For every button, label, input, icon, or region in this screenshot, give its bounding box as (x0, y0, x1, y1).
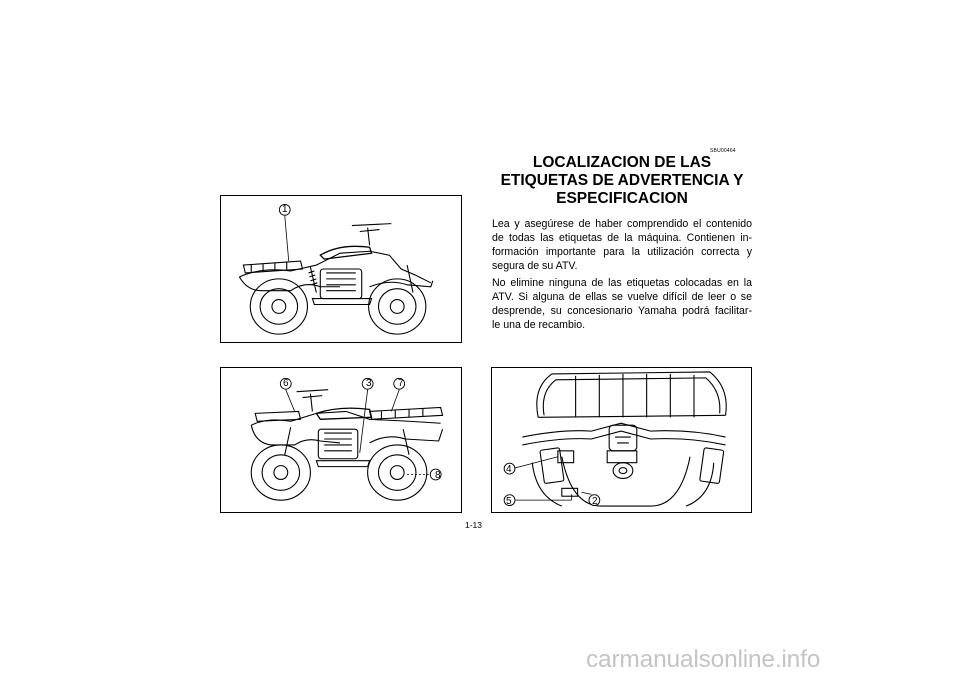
callout-5: 5 (506, 496, 512, 507)
body-text (492, 217, 752, 335)
text-line: Lea y asegúrese de haber comprendido el contenido (492, 218, 752, 230)
callout-6: 6 (283, 378, 289, 389)
text-line: segura de su ATV. (492, 260, 578, 272)
watermark-link[interactable]: carmanualsonline.info (586, 646, 821, 673)
text-line: de todas las etiquetas de la máquina. Contienen in- (492, 232, 752, 244)
text-line: No elimine ninguna de las etiquetas colocadas en la (492, 277, 752, 289)
callout-2: 2 (592, 496, 598, 507)
callout-4: 4 (506, 464, 512, 475)
callout-7: 7 (398, 378, 404, 389)
text-line: formación importante para la utilización correcta y (492, 246, 752, 258)
paragraph-2 (492, 276, 752, 332)
callout-1: 1 (282, 204, 288, 215)
atv-left-side-figure (220, 367, 462, 513)
text-line: le una de recambio. (492, 319, 586, 331)
text-line: desprende, su concesionario Yamaha podrá facilitar- (492, 305, 752, 317)
text-line: ATV. Si alguna de ellas se vuelve difícil de leer o se (492, 291, 752, 303)
handlebar-rack-illustration (492, 368, 751, 512)
atv-left-side-illustration (221, 368, 461, 512)
atv-right-side-illustration (221, 196, 461, 342)
title-line: LOCALIZACION DE LAS (532, 154, 712, 171)
page-number: 1-13 (465, 520, 483, 530)
section-title (484, 154, 760, 208)
reference-code: SBU00464 (710, 148, 736, 154)
callout-3: 3 (366, 378, 372, 389)
atv-right-side-figure (220, 195, 462, 343)
handlebar-rack-figure (491, 367, 752, 513)
title-line: ESPECIFICACION (556, 190, 688, 207)
callout-8: 8 (435, 470, 441, 481)
title-line: ETIQUETAS DE ADVERTENCIA Y (500, 172, 744, 189)
paragraph-1 (492, 217, 752, 273)
